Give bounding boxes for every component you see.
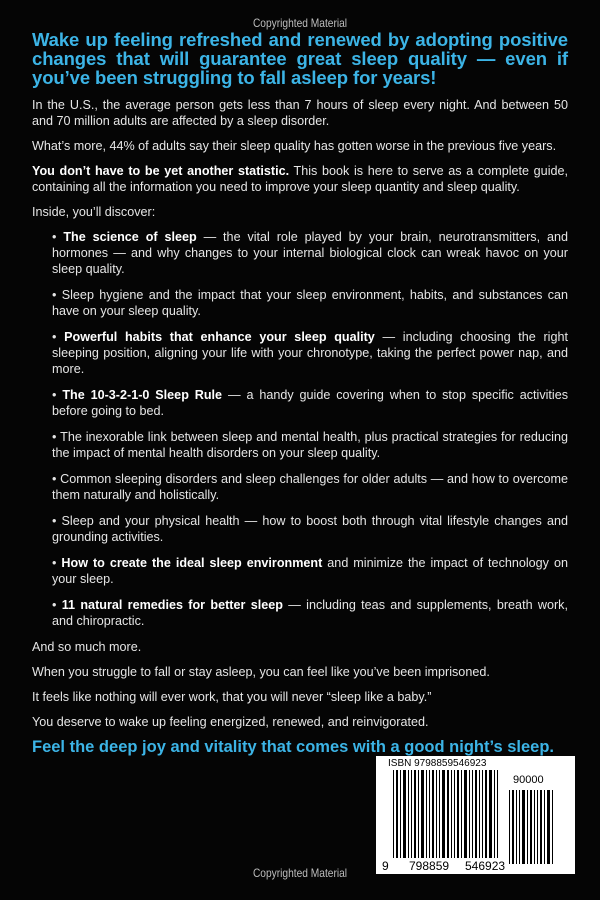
closing-1: And so much more. bbox=[32, 640, 142, 654]
barcode-bar bbox=[497, 770, 498, 858]
isbn-barcode bbox=[376, 756, 575, 874]
barcode-bar bbox=[439, 770, 440, 858]
bullet-item: • 11 natural remedies for better sleep — including teas and supplements, breath work, and chiropractic. bbox=[52, 598, 568, 628]
barcode-bar bbox=[408, 770, 409, 858]
bullet-text: Sleep and your physical health — how to boost both through vital lifestyle changes and grounding activities. bbox=[52, 514, 568, 544]
barcode-bar bbox=[540, 790, 542, 864]
barcode-bar bbox=[489, 770, 492, 858]
barcode-bar bbox=[454, 770, 455, 858]
barcode-bar bbox=[479, 770, 480, 858]
bullet-text: — including teas and supplements, breath work, and chiropractic. bbox=[52, 598, 568, 628]
bullet-item: • Common sleeping disorders and sleep challenges for older adults — and how to overcome them naturally and holistically. bbox=[52, 472, 568, 502]
bullet-text: — the vital role played by your brain, neurotransmitters, and hormones — and why changes to your internal biological clock can wreak havoc on your sleep quality. bbox=[52, 230, 568, 276]
bullet-bold: The 10-3-2-1-0 Sleep Rule bbox=[62, 388, 223, 402]
barcode-bar bbox=[461, 770, 462, 858]
barcode-bar bbox=[472, 770, 473, 858]
bullet-text: and minimize the impact of technology on your sleep. bbox=[52, 556, 568, 586]
bullet-item: • Sleep hygiene and the impact that your sleep environment, habits, and substances can have on your sleep quality. bbox=[52, 288, 568, 318]
barcode-bar bbox=[393, 770, 394, 858]
bullet-item: • The science of sleep — the vital role played by your brain, neurotransmitters, and hormones — and why changes to your internal biological clock can wreak havoc on your sleep quality. bbox=[52, 230, 568, 276]
bullet-item: • Powerful habits that enhance your sleep quality — including choosing the right sleeping position, aligning your life with your chronotype, taking the perfect power nap, and more. bbox=[52, 330, 568, 376]
headline: Wake up feeling refreshed and renewed by adopting positive changes that will guarantee great sleep quality — even if you’ve been struggling to fall asleep for years! bbox=[32, 29, 568, 88]
bullet-item: • The inexorable link between sleep and mental health, plus practical strategies for reducing the impact of mental health disorders on your sleep quality. bbox=[52, 430, 568, 460]
bullet-text: Common sleeping disorders and sleep challenges for older adults — and how to overcome them naturally and holistically. bbox=[52, 472, 568, 502]
bullet-item: • Sleep and your physical health — how to boost both through vital lifestyle changes and grounding activities. bbox=[52, 514, 568, 544]
statistic-rest: This book is here to serve as a complete guide, containing all the information you need to improve your sleep quantity and sleep quality. bbox=[32, 164, 568, 194]
barcode-bar bbox=[475, 770, 477, 858]
watermark-top: Copyrighted Material bbox=[252, 16, 348, 30]
final-tagline: Feel the deep joy and vitality that comes with a good night’s sleep. bbox=[32, 738, 554, 756]
barcode-bar bbox=[400, 770, 401, 858]
bullet-text: The inexorable link between sleep and mental health, plus practical strategies for reducing the impact of mental health disorders on your sleep quality. bbox=[52, 430, 568, 460]
bullet-bold: How to create the ideal sleep environment bbox=[61, 556, 323, 570]
watermark-bottom: Copyrighted Material bbox=[252, 866, 348, 880]
barcode-bar bbox=[512, 790, 514, 864]
price-code: 90000 bbox=[513, 774, 544, 786]
barcode-bar bbox=[457, 770, 459, 858]
barcode-bar bbox=[426, 770, 427, 858]
isbn-label: ISBN 9798859546923 bbox=[388, 758, 487, 769]
barcode-bar bbox=[482, 770, 483, 858]
barcode-bar bbox=[396, 770, 398, 858]
paragraph-statistic bbox=[32, 163, 568, 195]
barcode-bar bbox=[421, 770, 424, 858]
barcode-bar bbox=[509, 790, 510, 864]
barcode-bars-addon bbox=[509, 790, 555, 864]
paragraph-worse: What’s more, 44% of adults say their sleep quality has gotten worse in the previous five years. bbox=[32, 139, 557, 153]
bullet-text: — a handy guide covering when to stop specific activities before going to bed. bbox=[52, 388, 569, 418]
barcode-digits-right: 546923 bbox=[465, 859, 506, 873]
inside-intro: Inside, you’ll discover: bbox=[32, 205, 156, 219]
closing-4: You deserve to wake up feeling energized, renewed, and reinvigorated. bbox=[32, 715, 429, 729]
barcode-bars-main bbox=[393, 770, 500, 858]
closing-2: When you struggle to fall or stay asleep, you can feel like you’ve been imprisoned. bbox=[32, 665, 490, 679]
back-cover-text bbox=[32, 30, 568, 764]
barcode-bar bbox=[469, 770, 470, 858]
barcode-bar bbox=[403, 770, 406, 858]
barcode-bar bbox=[442, 770, 445, 858]
bullet-item: • How to create the ideal sleep environment and minimize the impact of technology on your sleep. bbox=[52, 556, 568, 586]
barcode-bar bbox=[432, 770, 434, 858]
bullet-item: • The 10-3-2-1-0 Sleep Rule — a handy guide covering when to stop specific activities before going to bed. bbox=[52, 388, 569, 418]
barcode-bar bbox=[552, 790, 553, 864]
barcode-bar bbox=[418, 770, 419, 858]
bullet-text: — including choosing the right sleeping position, aligning your life with your chronotype, taking the perfect power nap, and more. bbox=[52, 330, 568, 376]
barcode-bar bbox=[429, 770, 430, 858]
barcode-bar bbox=[451, 770, 452, 858]
barcode-bar bbox=[544, 790, 545, 864]
bullet-list bbox=[32, 229, 568, 629]
barcode-bar bbox=[519, 790, 520, 864]
closing-3: It feels like nothing will ever work, that you will never “sleep like a baby.” bbox=[32, 690, 432, 704]
bullet-bold: 11 natural remedies for better sleep bbox=[61, 598, 283, 612]
barcode-bar bbox=[522, 790, 525, 864]
paragraph-stats: In the U.S., the average person gets less than 7 hours of sleep every night. And between 50 and 70 million adults are affected by a sleep disorder. bbox=[32, 98, 568, 128]
barcode-bar bbox=[485, 770, 487, 858]
barcode-bar bbox=[414, 770, 416, 858]
barcode-bar bbox=[530, 790, 532, 864]
barcode-bar bbox=[537, 790, 538, 864]
barcode-bar bbox=[527, 790, 528, 864]
barcode-digits-left: 798859 bbox=[409, 859, 450, 873]
bullet-text: Sleep hygiene and the impact that your sleep environment, habits, and substances can have on your sleep quality. bbox=[52, 288, 568, 318]
barcode-bar bbox=[447, 770, 449, 858]
barcode-bar bbox=[494, 770, 495, 858]
barcode-bar bbox=[411, 770, 412, 858]
bullet-bold: The science of sleep bbox=[63, 230, 197, 244]
barcode-bar bbox=[534, 790, 535, 864]
bullet-bold: Powerful habits that enhance your sleep quality bbox=[64, 330, 375, 344]
barcode-bar bbox=[436, 770, 437, 858]
barcode-bar bbox=[547, 790, 550, 864]
barcode-bar bbox=[516, 790, 517, 864]
barcode-bar bbox=[464, 770, 467, 858]
statistic-bold: You don’t have to be yet another statistic. bbox=[32, 164, 290, 178]
barcode-digit-first: 9 bbox=[382, 859, 389, 873]
